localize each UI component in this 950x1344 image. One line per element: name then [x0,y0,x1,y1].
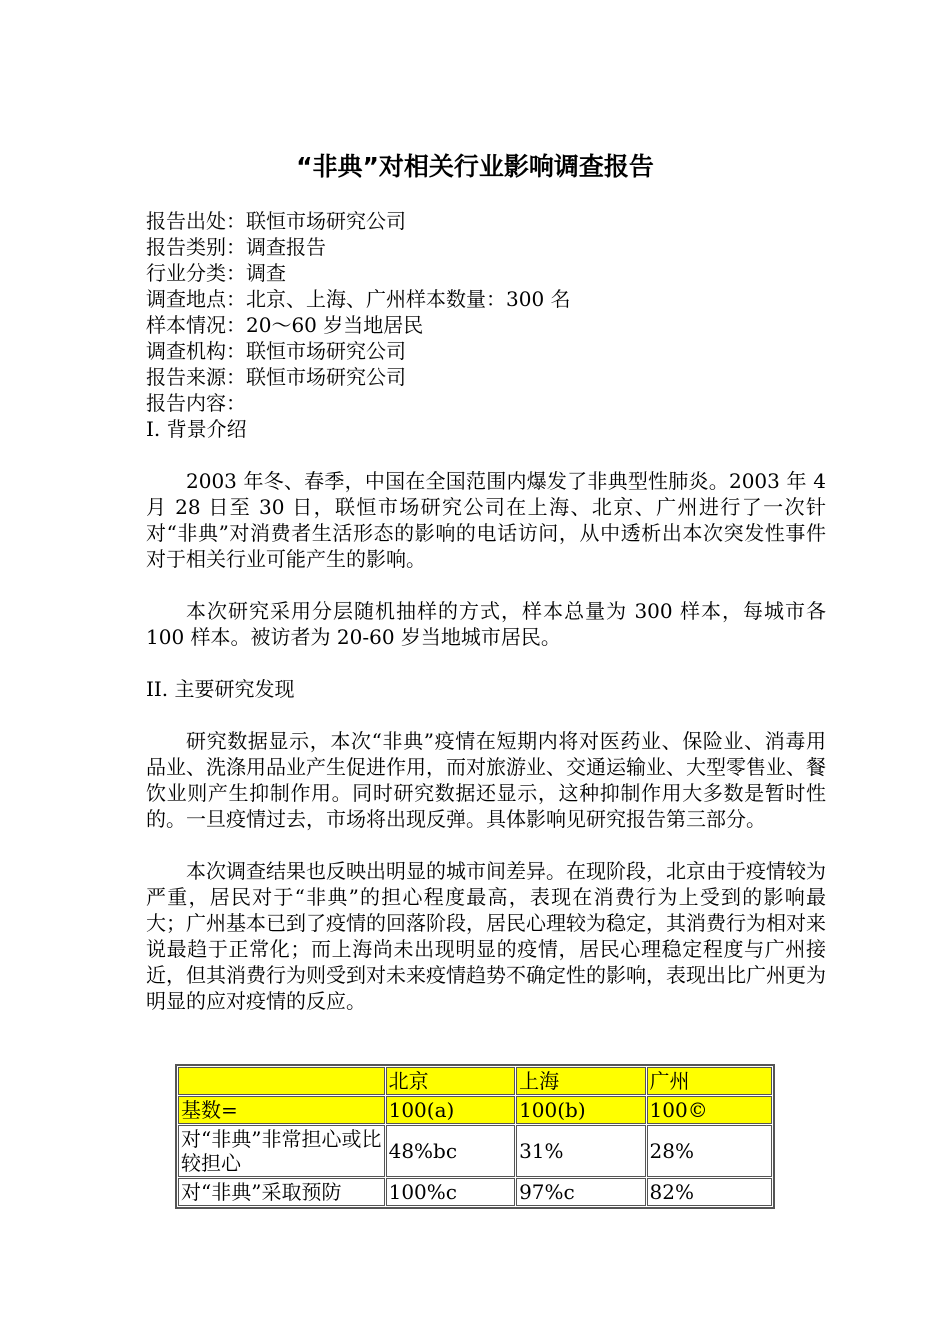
table-header-row [178,1067,772,1095]
meta-industry: 行业分类：调查 [146,261,286,285]
table-cell: 100(b) [516,1096,645,1124]
findings-paragraph-1: 研究数据显示，本次“非典”疫情在短期内将对医药业、保险业、消毒用品业、洗涤用品业产生促进作用，而对旅游业、交通运输业、大型零售业、餐饮业则产生抑制作用。同时研究数据还显示，这种抑制作用大多数是暂时性的。一旦疫情过去，市场将出现反弹。具体影响见研究报告第三部分。 [146,729,826,831]
section1-heading: I. 背景介绍 [146,417,247,441]
meta-content-label: 报告内容： [146,391,246,415]
meta-source: 报告出处：联恒市场研究公司 [146,209,406,233]
meta-report-source: 报告来源：联恒市场研究公司 [146,365,406,389]
table-header-cell: 上海 [516,1067,645,1095]
meta-category: 报告类别：调查报告 [146,235,326,259]
table-cell: 对“非典”非常担心或比较担心 [178,1125,385,1177]
findings-paragraph-2: 本次调查结果也反映出明显的城市间差异。在现阶段，北京由于疫情较为严重，居民对于“非典”的担心程度最高，表现在消费行为上受到的影响最大；广州基本已到了疫情的回落阶段，居民心理较为稳定，其消费行为相对来说最趋于正常化；而上海尚未出现明显的疫情，居民心理稳定程度与广州接近，但其消费行为则受到对未来疫情趋势不确定性的影响，表现出比广州更为明显的应对疫情的反应。 [146,859,826,1013]
table-cell: 28% [647,1125,772,1177]
table-cell: 100%c [386,1178,515,1206]
table-cell: 对“非典”采取预防 [178,1178,385,1206]
table-cell: 100© [647,1096,772,1124]
meta-sample: 样本情况：20～60 岁当地居民 [146,313,424,337]
table-cell: 82% [647,1178,772,1206]
table-cell: 48%bc [386,1125,515,1177]
table-cell: 100(a) [386,1096,515,1124]
results-table [175,1064,775,1209]
meta-agency: 调查机构：联恒市场研究公司 [146,339,406,363]
report-body [146,208,826,1014]
table-row [178,1096,772,1124]
table-row [178,1178,772,1206]
report-title: “非典”对相关行业影响调查报告 [296,152,654,181]
table-header-cell: 北京 [386,1067,515,1095]
background-paragraph-2: 本次研究采用分层随机抽样的方式，样本总量为 300 样本，每城市各 100 样本。被访者为 20-60 岁当地城市居民。 [146,599,826,649]
table-cell: 97%c [516,1178,645,1206]
background-paragraph-1: 2003 年冬、春季，中国在全国范围内爆发了非典型性肺炎。2003 年 4 月 28 日至 30 日，联恒市场研究公司在上海、北京、广州进行了一次针对“非典”对消费者生活形态的影响的电话访问，从中透析出本次突发性事件对于相关行业可能产生的影响。 [146,469,826,571]
meta-location: 调查地点：北京、上海、广州样本数量：300 名 [146,287,571,311]
section2-heading: II. 主要研究发现 [146,677,295,701]
table-row [178,1125,772,1177]
table-header-cell [178,1067,385,1095]
table-cell: 31% [516,1125,645,1177]
table-cell: 基数= [178,1096,385,1124]
table-header-cell: 广州 [647,1067,772,1095]
